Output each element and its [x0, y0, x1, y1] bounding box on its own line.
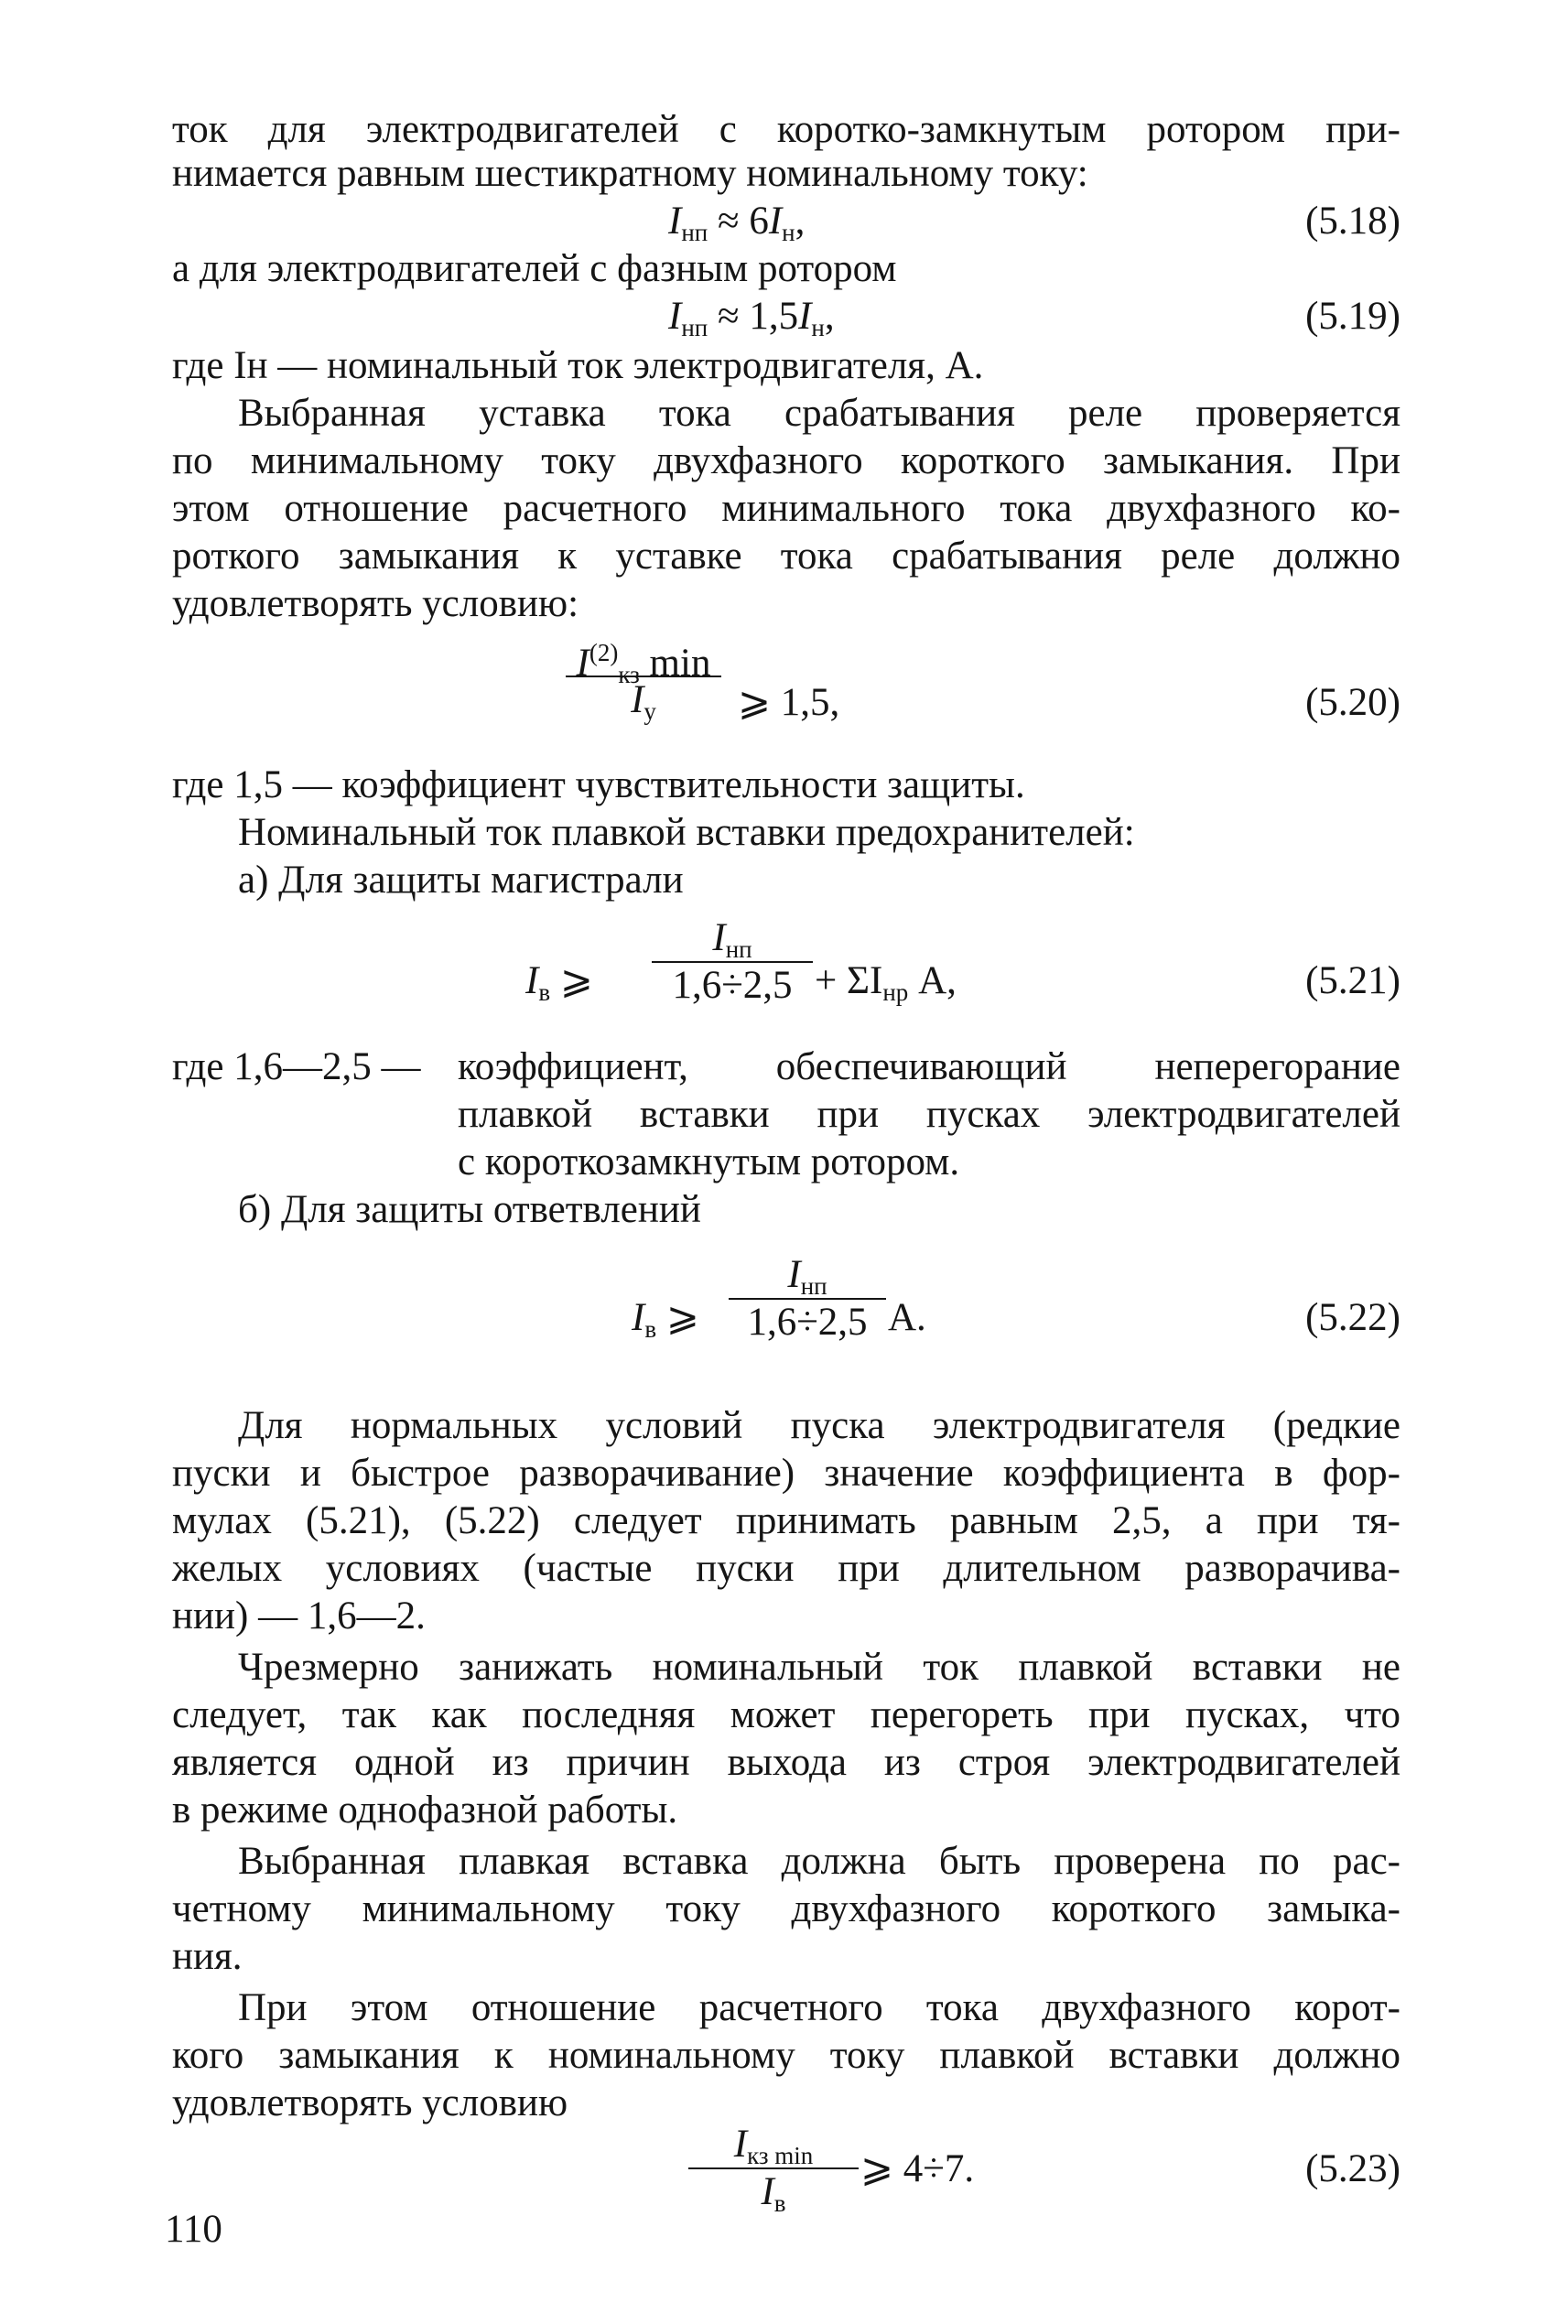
equation-5-22-rhs: А. [888, 1296, 926, 1339]
equation-5-23-rhs: ⩾ 4÷7. [860, 2147, 975, 2190]
paragraph-line: Для нормальных условий пуска электродвигателя (редкие [238, 1404, 1400, 1447]
paragraph-line: коэффициент, обеспечивающий неперегорание [458, 1045, 1400, 1088]
equation-5-21-lhs: $I_в$ ⩾ [525, 959, 593, 1006]
paragraph-line: желых условиях (частые пуски при длительном разворачива- [172, 1547, 1400, 1590]
equation-5-20-fraction: $I^{(2)}_{кз}$ min $I_у$ [566, 630, 721, 723]
paragraph-line: мулах (5.21), (5.22) следует принимать равным 2,5, а при тя- [172, 1499, 1400, 1542]
paragraph-line: а для электродвигателей с фазным ротором [172, 247, 897, 290]
paragraph-line: где Iн — номинальный ток электродвигателя, А. [172, 344, 984, 387]
equation-number: (5.19) [1305, 295, 1400, 338]
list-item: а) Для защиты магистрали [238, 859, 684, 902]
paragraph-line: этом отношение расчетного минимального тока двухфазного ко- [172, 487, 1400, 530]
paragraph-line: с короткозамкнутым ротором. [458, 1140, 960, 1184]
paragraph-line: в режиме однофазной работы. [172, 1789, 678, 1832]
paragraph-line: Номинальный ток плавкой вставки предохранителей: [238, 811, 1135, 854]
paragraph-line: нимается равным шестикратному номинальному току: [172, 152, 1088, 195]
equation-5-23-fraction: $I_{кз min}$ $I_в$ [688, 2122, 859, 2215]
equation-5-18: $I_{нп} \approx 6I_н$, [668, 200, 806, 246]
equation-5-21-rhs: + $\Sigma I_{нр}$ А, [815, 959, 957, 1006]
paragraph-line: пуски и быстрое разворачивание) значение коэффициента в фор- [172, 1452, 1400, 1495]
page-number: 110 [165, 2208, 222, 2251]
paragraph-line: Чрезмерно занижать номинальный ток плавкой вставки не [238, 1646, 1400, 1689]
equation-5-19: $I_{нп} \approx 1,5I_н$, [668, 295, 835, 341]
list-item: б) Для защиты ответвлений [238, 1188, 701, 1231]
paragraph-line: При этом отношение расчетного тока двухфазного корот- [238, 1986, 1400, 2029]
paragraph-line: роткого замыкания к уставке тока срабатывания реле должно [172, 535, 1400, 578]
paragraph-line: ния. [172, 1935, 243, 1978]
paragraph-line: по минимальному току двухфазного короткого замыкания. При [172, 439, 1400, 482]
paragraph-line: нии) — 1,6—2. [172, 1594, 426, 1638]
paragraph-line: является одной из причин выхода из строя электродвигателей [172, 1741, 1400, 1784]
equation-5-21-fraction: $I_{нп}$ 1,6÷2,5 [652, 915, 813, 1009]
paragraph-line: следует, так как последняя может перегореть при пусках, что [172, 1693, 1400, 1736]
equation-5-22-lhs: $I_в$ ⩾ [632, 1296, 699, 1343]
paragraph-line: удовлетворять условию [172, 2081, 568, 2124]
paragraph-line: Выбранная плавкая вставка должна быть проверена по рас- [238, 1840, 1400, 1883]
paragraph-line: кого замыкания к номинальному току плавкой вставки должно [172, 2034, 1400, 2077]
paragraph-line: ток для электродвигателей с коротко-замкнутым ротором при- [172, 108, 1400, 151]
paragraph-line: четному минимальному току двухфазного короткого замыка- [172, 1887, 1400, 1930]
paragraph-line: Выбранная уставка тока срабатывания реле проверяется [238, 392, 1400, 435]
equation-number: (5.20) [1305, 681, 1400, 724]
equation-5-22-fraction: $I_{нп}$ 1,6÷2,5 [729, 1252, 886, 1346]
paragraph-line: плавкой вставки при пусках электродвигателей [458, 1093, 1400, 1136]
equation-number: (5.22) [1305, 1296, 1400, 1339]
equation-number: (5.23) [1305, 2147, 1400, 2190]
equation-number: (5.18) [1305, 200, 1400, 243]
paragraph-line: где 1,6—2,5 — [172, 1045, 421, 1088]
paragraph-line: где 1,5 — коэффициент чувствительности защиты. [172, 763, 1025, 806]
equation-number: (5.21) [1305, 959, 1400, 1002]
equation-5-20-rhs: ⩾ 1,5, [738, 681, 840, 724]
paragraph-line: удовлетворять условию: [172, 582, 579, 625]
